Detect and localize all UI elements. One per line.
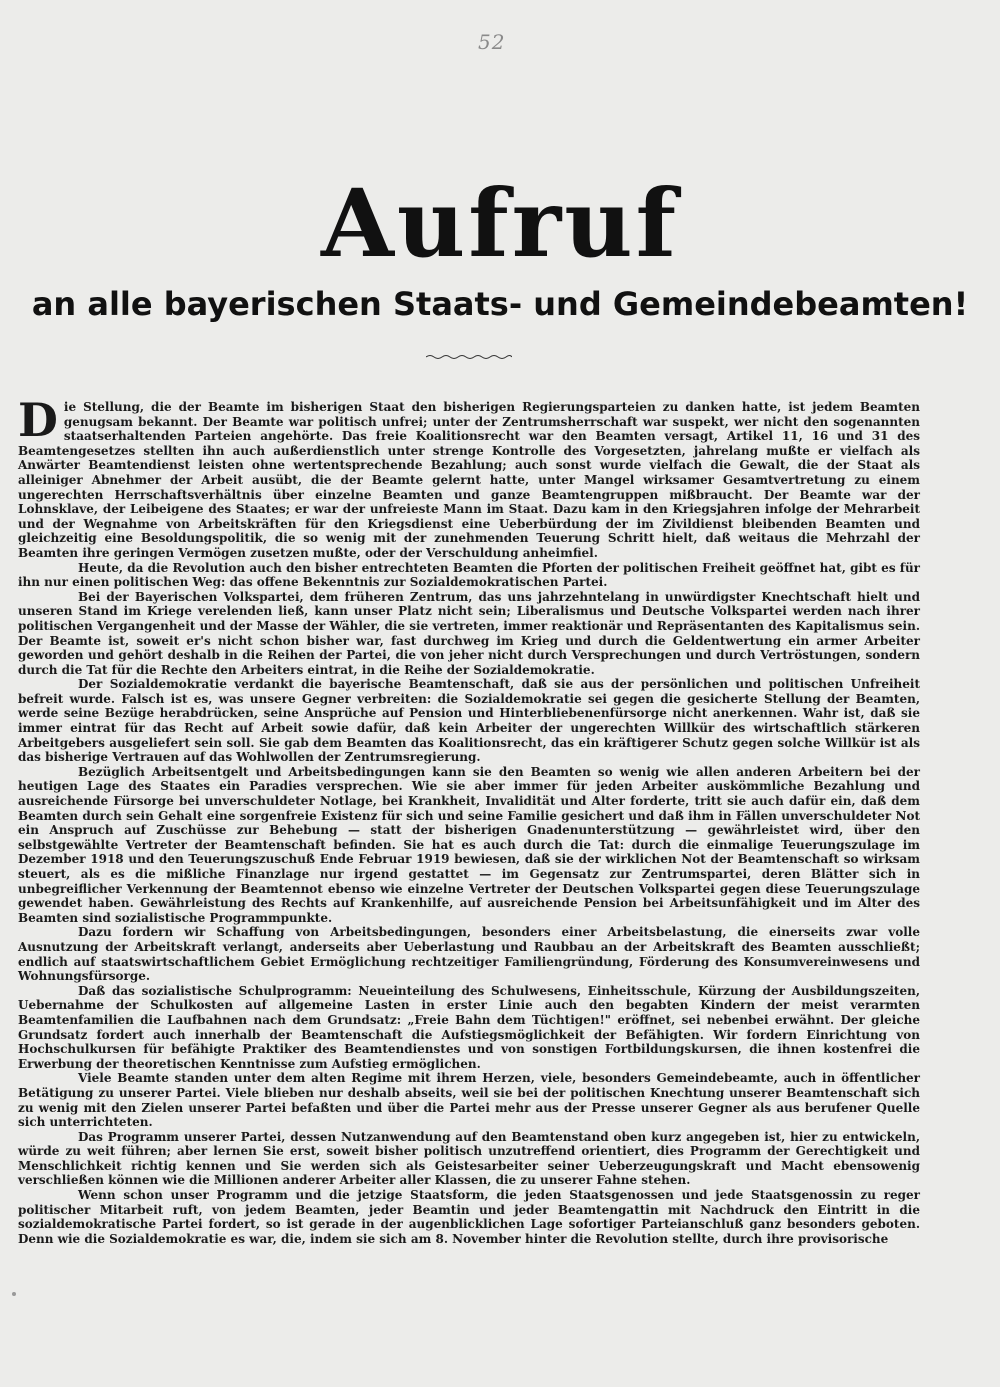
paragraph: Wenn schon unser Programm und die jetzige Staatsform, die jeden Staatsgenossen und jede Staatsgenossin zu reger politischer Mitarbeit ruft, von jedem Beamten, jeder Beamtin und jeder Beamtengattin mit Nachdruck den Eintritt in die sozialdemokratische Partei fordert, so ist gerade in der augenblicklichen Lage sofortiger Parteianschluß ganz besonders geboten. Denn wie die Sozialdemokratie es war, die, indem sie sich am 8. November hinter die Revolution stellte, durch ihre provisorische — [18, 1188, 920, 1246]
paragraph: Heute, da die Revolution auch den bisher entrechteten Beamten die Pforten der politischen Freiheit geöffnet hat, gibt es für ihn nur einen politischen Weg: das offene Bekenntnis zur Sozialdemokratischen Partei. — [18, 560, 920, 590]
paragraph: Daß das sozialistische Schulprogramm: Neueinteilung des Schulwesens, Einheitsschule, Kürzung der Ausbildungszeiten, Uebernahme der Schulkosten auf allgemeine Lasten in erster Linie auch den begabten Kindern der meist verarmten Beamtenfamilien die Laufbahnen nach dem Grundsatz: „Freie Bahn dem Tüchtigen!" eröffnet, sei nebenbei erwähnt. Der gleiche Grundsatz fordert auch innerhalb der Beamtenschaft die Aufstiegsmöglichkeit der Befähigten. Wir fordern Einrichtung von Hochschulkursen für befähigte Praktiker des Beamtendienstes und von sonstigen Fortbildungskursen, die ihnen kostenfrei die Erwerbung der theoretischen Kenntnisse zum Aufstieg ermöglichen. — [18, 983, 920, 1071]
paper-speck — [12, 1292, 16, 1296]
ornament-divider — [426, 354, 512, 360]
paragraph: Dazu fordern wir Schaffung von Arbeitsbedingungen, besonders einer Arbeitsbelastung, die einerseits zwar volle Ausnutzung der Arbeitskraft verlangt, anderseits aber Ueberlastung und Raubbau an der Arbeitskraft des Beamten ausschließt; endlich auf staatswirtschaftlichem Gebiet Ermöglichung rechtzeitiger Familiengründung, Förderung des Konsumvereinwesens und Wohnungsfürsorge. — [18, 925, 920, 984]
paragraph-text: ie Stellung, die der Beamte im bisherigen Staat den bisherigen Regierungsparteien zu danken hatte, ist jedem Beamten genugsam bekannt. Der Beamte war politisch unfrei; unter der Zentrumsherrschaft war suspekt, wer nicht den sogenannten staatserhaltenden Parteien angehörte. Das freie Koalitionsrecht war den Beamten versagt, Artikel 11, 16 und 31 des Beamtengesetzes stellten ihn auch außerdienstlich unter strenge Kontrolle des Vorgesetzten, jahrelang mußte er vielfach als Anwärter Beamtendienst leisten ohne wertentsprechende Bezahlung; auch sonst wurde vielfach die Gewalt, die der Staat als alleiniger Abnehmer der Arbeit ausübt, die der Beamte gelernt hatte, unter Mangel wirksamer Gesamtvertretung zu einem ungerechten Herrschaftsverhältnis über einzelne Beamten und ganze Beamtengruppen mißbraucht. Der Beamte war der Lohnsklave, der Leibeigene des Staates; er war der unfreieste Mann im Staat. Dazu kam in den Kriegsjahren infolge der Mehrarbeit und der Wegnahme von Arbeitskräften für den Kriegsdienst eine Ueberbürdung der im Zivildienst bleibenden Beamten und gleichzeitig eine Besoldungspolitik, die so wenig mit der zunehmenden Teuerung Schritt hielt, daß weitaus die Mehrzahl der Beamten ihre geringen Vermögen zusetzen mußte, oder der Verschuldung anheimfiel. — [18, 400, 920, 560]
paragraph: Bezüglich Arbeitsentgelt und Arbeitsbedingungen kann sie den Beamten so wenig wie allen anderen Arbeitern bei der heutigen Lage des Staates ein Paradies versprechen. Wie sie aber immer für jeden Arbeiter auskömmliche Bezahlung und ausreichende Fürsorge bei unverschuldeter Notlage, bei Krankheit, Invalidität und Alter forderte, tritt sie auch dafür ein, daß dem Beamten durch sein Gehalt eine sorgenfreie Existenz für sich und seine Familie gesichert und daß ihm in Fällen unverschuldeter Not ein Anspruch auf Zuschüsse zur Behebung — statt der bisherigen Gnadenunterstützung — gewährleistet wird, über den selbstgewählte Vertreter der Beamtenschaft befinden. Sie hat es auch durch die Tat: durch die einmalige Teuerungszulage im Dezember 1918 und den Teuerungszuschuß Ende Februar 1919 bewiesen, daß sie der wirklichen Not der Beamtenschaft so wirksam steuert, als es die mißliche Finanzlage nur irgend gestattet — im Gegensatz zur Zentrumspartei, deren Blätter sich in unbegreiflicher Verkennung der Beamtennot ebenso wie einzelne Vertreter der Deutschen Volkspartei gegen diese Teuerungszulage gewendet haben. Gewährleistung des Rechts auf Krankenhilfe, auf ausreichende Pension bei Arbeitsunfähigkeit und im Alter des Beamten sind sozialistische Programmpunkte. — [18, 764, 920, 925]
page-number: 52 — [478, 30, 506, 54]
paragraph: Viele Beamte standen unter dem alten Regime mit ihrem Herzen, viele, besonders Gemeindebeamte, auch in öffentlicher Betätigung zu unserer Partei. Viele blieben nur deshalb abseits, weil sie bei der politischen Knechtung unserer Beamtenschaft sich zu wenig mit den Zielen unserer Partei befaßten und über die Partei mehr aus der Presse unserer Gegner als aus berufener Quelle sich unterrichteten. — [18, 1071, 920, 1130]
drop-cap: D — [18, 393, 58, 447]
paragraph: Bei der Bayerischen Volkspartei, dem früheren Zentrum, das uns jahrzehntelang in unwürdigster Knechtschaft hielt und unseren Stand im Kriege verelenden ließ, kann unser Platz nicht sein; Liberalismus und Deutsche Volkspartei werden nach ihrer politischen Vergangenheit und der Masse der Wähler, die sie vertreten, immer reaktionär und Repräsentanten des Kapitalismus sein. Der Beamte ist, soweit er's nicht schon bisher war, fast durchweg im Krieg und durch die Geldentwertung ein armer Arbeiter geworden und gehört deshalb in die Reihen der Partei, die von jeher nicht durch Versprechungen und durch Vertröstungen, sondern durch die Tat für die Rechte den Arbeiters eintrat, in die Reihe der Sozialdemokratie. — [18, 589, 920, 677]
paragraph — [18, 393, 920, 561]
headline: Aufruf — [320, 169, 679, 279]
paragraph: Der Sozialdemokratie verdankt die bayerische Beamtenschaft, daß sie aus der persönlichen und politischen Unfreiheit befreit wurde. Falsch ist es, was unsere Gegner verbreiten: die Sozialdemokratie sei gegen die gesicherte Stellung der Beamten, werde seine Bezüge herabdrücken, seine Ansprüche auf Pension und Hinterbliebenenfürsorge nicht anerkennen. Wahr ist, daß sie immer eintrat für das Recht auf Arbeit sowie dafür, daß kein Arbeiter der ungerechten Willkür des wirtschaftlich stärkeren Arbeitgebers ausgeliefert sein soll. Sie gab dem Beamten das Koalitionsrecht, das ein kräftigerer Schutz gegen solche Willkür ist als das bisherige Vertrauen auf das Wohlwollen der Zentrumsregierung. — [18, 677, 920, 765]
body-text — [18, 393, 920, 1246]
subheadline: an alle bayerischen Staats- und Gemeindebeamten! — [31, 285, 969, 323]
paragraph: Das Programm unserer Partei, dessen Nutzanwendung auf den Beamtenstand oben kurz angegeben ist, hier zu entwickeln, würde zu weit führen; aber lernen Sie erst, soweit bisher politisch unzutreffend orientiert, dies Programm der Gerechtigkeit und Menschlichkeit richtig kennen und Sie werden sich als Geistesarbeiter seiner Ueberzeugungskraft und Macht ebensowenig verschließen können wie die Millionen anderer Arbeiter aller Klassen, die zu unserer Fahne stehen. — [18, 1129, 920, 1188]
